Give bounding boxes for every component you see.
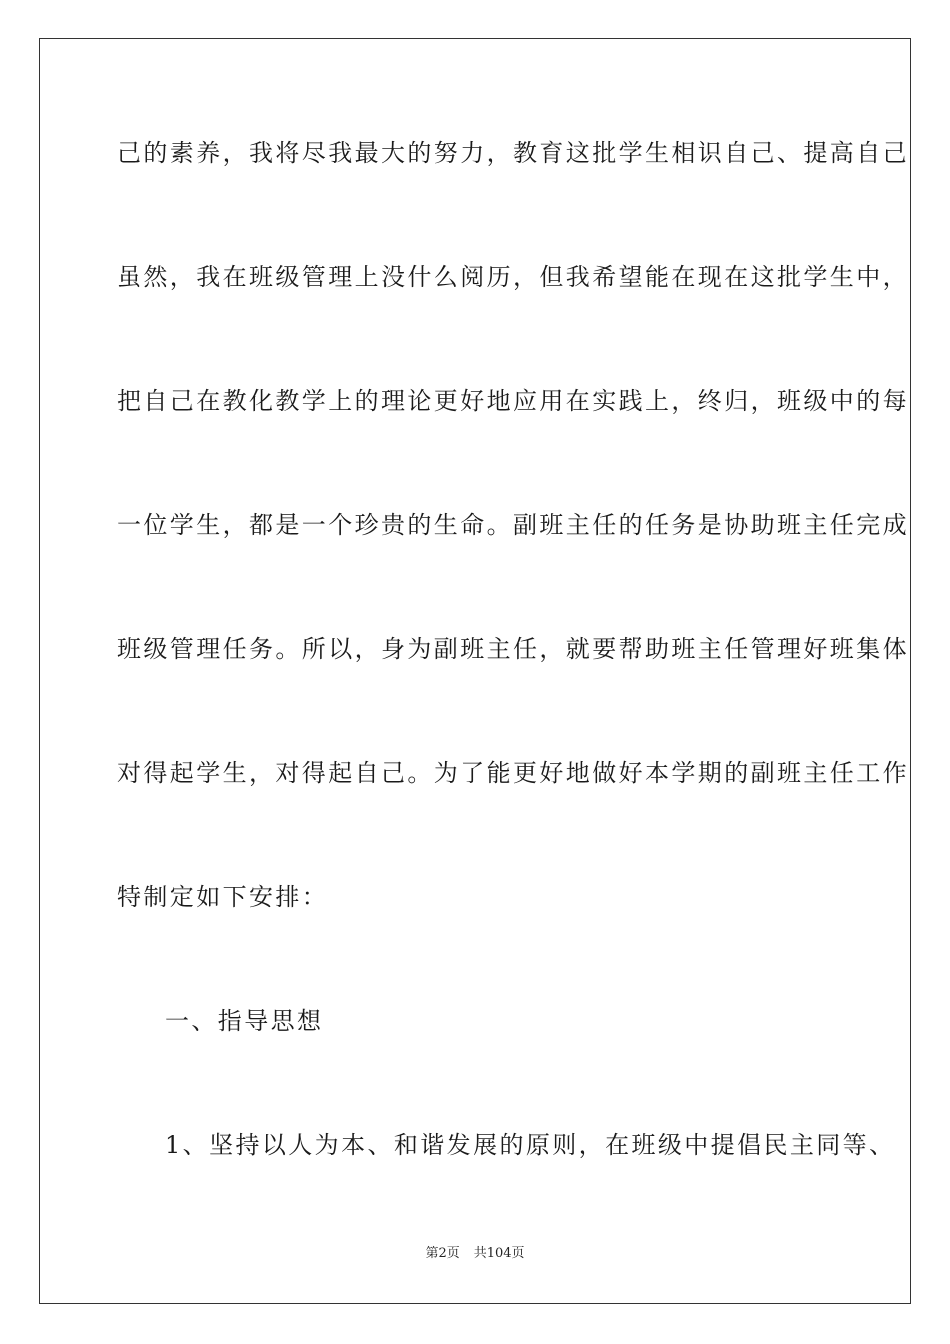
page-border — [39, 38, 911, 1304]
body-text-line-1: 己的素养，我将尽我最大的努力，教育这批学生相识自己、提高自己 — [117, 139, 909, 167]
body-text-line-4: 一位学生，都是一个珍贵的生命。副班主任的任务是协助班主任完成 — [117, 511, 909, 539]
list-item-1: 1、坚持以人为本、和谐发展的原则，在班级中提倡民主同等、 — [165, 1131, 896, 1159]
body-text-line-2: 虽然，我在班级管理上没什么阅历，但我希望能在现在这批学生中， — [117, 263, 909, 291]
body-text-line-6: 对得起学生，对得起自己。为了能更好地做好本学期的副班主任工作 — [117, 759, 909, 787]
section-heading: 一、指导思想 — [165, 1007, 324, 1035]
body-text-line-3: 把自己在教化教学上的理论更好地应用在实践上，终归，班级中的每 — [117, 387, 909, 415]
body-text-line-5: 班级管理任务。所以，身为副班主任，就要帮助班主任管理好班集体 — [117, 635, 909, 663]
page-footer — [0, 1245, 950, 1263]
body-text-line-7: 特制定如下安排： — [117, 883, 329, 911]
total-pages: 共104页 — [473, 1246, 525, 1261]
page-number: 第2页 — [425, 1246, 460, 1261]
